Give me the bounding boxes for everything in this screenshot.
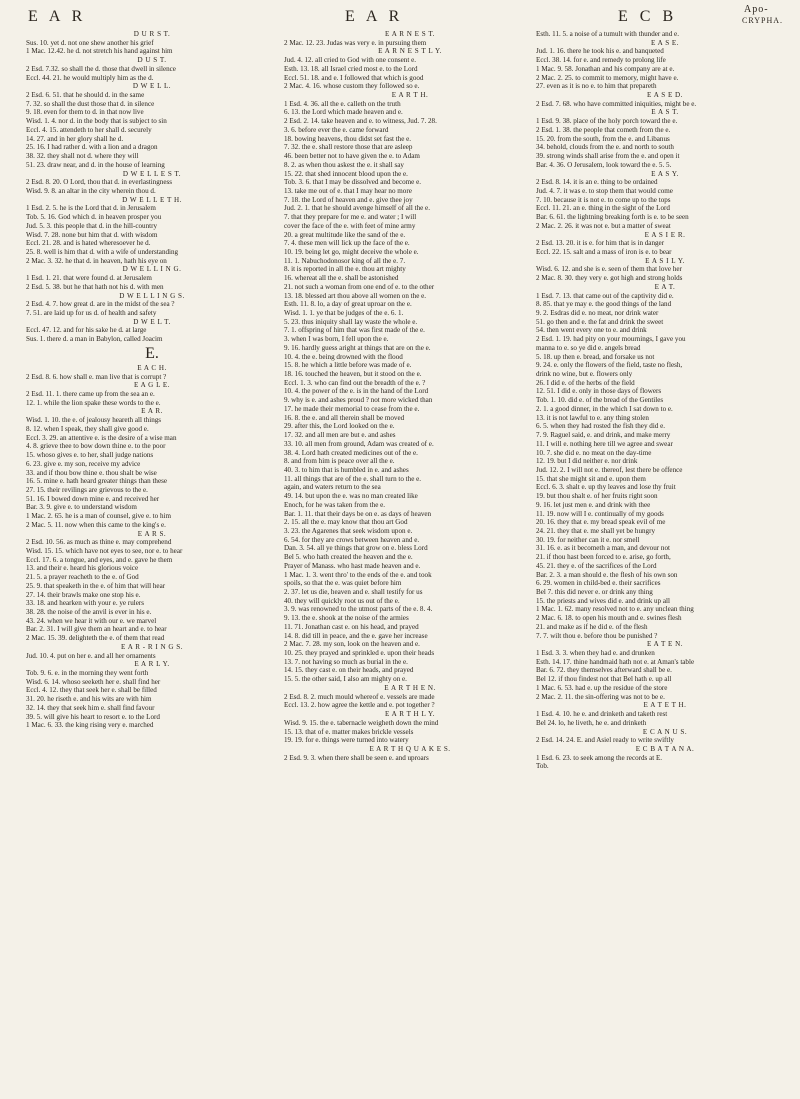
concordance-entry: 15. 13. that of e. matter makes brickle vessels xyxy=(284,727,414,736)
column-left xyxy=(26,30,278,1090)
concordance-entry: 38. 32. they shall not d. where they will xyxy=(26,152,139,161)
concordance-entry: 9. 2. Esdras did e. no meat, nor drink water xyxy=(536,309,659,317)
concordance-entry: 6. 5. when they had rosted the fish they did e. xyxy=(536,422,666,431)
concordance-entry: 2. 37. let us die, heaven and e. shall testify for us xyxy=(284,588,423,596)
concordance-entry: 2 Esd. 5. 38. but he that hath not his d. with men xyxy=(26,282,164,291)
concordance-entry: 38. 28. the noise of the anvil is ever in his e. xyxy=(26,608,152,616)
concordance-entry: Esth. 13. 18. all Israel cried most e. to the Lord xyxy=(284,64,418,73)
concordance-entry: 1 Esd. 2. 5. he is the Lord that d. in Jerusalem xyxy=(26,204,156,213)
concordance-entry: 21. not such a woman from one end of e. to the other xyxy=(284,282,435,291)
concordance-entry: Bel 12. if thou findest not that Bel hath e. up all xyxy=(536,675,672,684)
concordance-entry: 34. behold, clouds from the e. and north to south xyxy=(536,143,674,152)
concordance-entry: 14. 8. did till in peace, and the e. gave her increase xyxy=(284,631,428,640)
entry-heading: D U R S T. xyxy=(133,30,171,38)
concordance-entry: 2 Esd. 8. 2. much mould whereof e. vessels are made xyxy=(284,692,435,701)
concordance-entry: 13. it is not lawful to e. any thing stolen xyxy=(536,413,649,422)
concordance-entry: 2 Esd. 1. 19. had pity on your mournings, I gave you xyxy=(536,335,686,344)
concordance-entry: 2 Mac. 2. 11. the sin-offering was not to be e. xyxy=(536,692,665,701)
concordance-entry: 12. 1. while the lion spake these words to the e. xyxy=(26,398,161,407)
concordance-entry: 25. 8. well is him that d. with a wife of understanding xyxy=(26,247,179,256)
concordance-entry: Bar. 2. 3. a man should e. the flesh of his own son xyxy=(536,570,678,579)
concordance-entry: 33. and if thou bow thine e. thou shalt be wise xyxy=(26,468,157,477)
concordance-entry: 19. but thou shalt e. of her fruits right soon xyxy=(536,492,658,501)
concordance-entry: 2 Mac. 6. 18. to open his mouth and e. swines flesh xyxy=(536,614,682,623)
running-head-left: E A R xyxy=(28,8,87,25)
concordance-entry: 1 Esd. 4. 10. he e. and drinketh and taketh rest xyxy=(536,710,668,719)
concordance-entry: 10. 4. the power of the e. is in the hand of the Lord xyxy=(284,387,429,396)
concordance-entry: 1 Mac. 2. 65. he is a man of counsel, give e. to him xyxy=(26,512,171,521)
entry-heading: E A R T H. xyxy=(391,91,429,100)
concordance-entry: 43. 24. when we hear it with our e. we marvel xyxy=(26,616,157,625)
concordance-entry: Esth. 11. 5. a noise of a tumult with thunder and e. xyxy=(536,30,679,38)
running-head-right: E C B xyxy=(618,8,678,25)
concordance-entry: 51. 23. draw near, and d. in the house of learning xyxy=(26,160,165,169)
concordance-entry: 40. 3. to him that is humbled in e. and ashes xyxy=(284,465,409,474)
concordance-entry: Enoch, for he was taken from the e. xyxy=(284,500,386,509)
concordance-entry: Eccl. 21. 28. and is hated wheresoever he d. xyxy=(26,239,151,248)
entry-heading: E A S E D. xyxy=(647,91,683,100)
concordance-entry: 17. he made their memorial to cease from the e. xyxy=(284,404,420,413)
concordance-entry: 49. 14. but upon the e. was no man created like xyxy=(284,492,418,501)
concordance-entry: 1 Mac. 9. 58. Jonathan and his company are at e. xyxy=(536,64,675,73)
concordance-entry: Bel 5. who hath created the heaven and the e. xyxy=(284,553,413,562)
concordance-entry: Dan. 3. 54. all ye things that grow on e. bless Lord xyxy=(284,544,428,553)
concordance-entry: Eccl. 4. 15. attendeth to her shall d. securely xyxy=(26,125,152,134)
concordance-entry: again, and waters return to the sea xyxy=(284,483,381,492)
concordance-entry: 31. 16. e. as it becometh a man, and devour not xyxy=(536,544,670,553)
concordance-entry: 2 Mac. 12. 23. Judas was very e. in pursuing them xyxy=(284,38,427,47)
entry-heading: E C B A T A N A. xyxy=(635,744,695,753)
concordance-entry: 5. 23. thus iniquity shall lay waste the whole e. xyxy=(284,317,418,326)
concordance-entry: 2 Mac. 5. 11. now when this came to the king's e. xyxy=(26,520,166,529)
concordance-entry: Wisd. 1. 10. the e. of jealousy heareth all things xyxy=(26,416,162,425)
concordance-entry: Tob. 1. 10. did e. of the bread of the Gentiles xyxy=(536,396,664,405)
concordance-entry: Tob. 9. 6. e. in the morning they went forth xyxy=(26,669,149,678)
concordance-entry: Eccl. 17. 6. a tongue, and eyes, and e. gave he them xyxy=(26,555,173,564)
concordance-entry: 51. go then and e. the fat and drink the sweet xyxy=(536,317,664,326)
concordance-entry: Bar. 1. 11. that their days be on e. as days of heaven xyxy=(284,509,432,518)
concordance-entry: 7. 1. offspring of him that was first made of the e. xyxy=(284,326,425,335)
concordance-entry: 27. 14. their brawls make one stop his e. xyxy=(26,590,141,599)
concordance-entry: Wisd. 9. 15. the e. tabernacle weigheth down the mind xyxy=(284,718,439,727)
concordance-entry: spoils, so that the e. was quiet before him xyxy=(284,579,402,588)
concordance-entry: 10. 25. they prayed and sprinkled e. upon their heads xyxy=(284,649,435,658)
entry-heading: E A R N E S T L Y. xyxy=(378,47,442,56)
concordance-entry: 11. 1. Nabuchodonosor king of all the e. 7. xyxy=(284,256,406,265)
entry-heading: D W E L T. xyxy=(133,317,171,326)
concordance-entry: 7. that they prepare for me e. and water ; I will xyxy=(284,213,417,222)
concordance-entry: 29. after this, the Lord looked on the e. xyxy=(284,422,395,431)
concordance-entry: 8. 85. that ye may e. the good things of the land xyxy=(536,300,672,309)
concordance-entry: Esth. 11. 8. lo, a day of great uproar on the e. xyxy=(284,300,412,309)
concordance-entry: 2 Esd. 11. 1. there came up from the sea an e. xyxy=(26,390,155,399)
concordance-entry: 2 Mac. 15. 39. delighteth the e. of them that read xyxy=(26,634,165,643)
concordance-entry: 7. 51. are laid up for us d. of health and safety xyxy=(26,309,157,317)
entry-heading: E. xyxy=(145,344,159,362)
concordance-entry: 2 Mac. 3. 32. he that d. in heaven, hath his eye on xyxy=(26,256,167,265)
concordance-entry: 11. all things that are of the e. shall turn to the e. xyxy=(284,474,422,483)
concordance-entry: 20. a great multitude like the sand of the e. xyxy=(284,230,406,239)
concordance-entry: Tob. xyxy=(536,762,549,771)
concordance-entry: Jud. 5. 3. this people that d. in the hill-country xyxy=(26,221,158,230)
concordance-entry: 2 Mac. 8. 30. they very e. got high and strong holds xyxy=(536,274,683,283)
concordance-entry: 51. 16. I bowed down mine e. and received her xyxy=(26,494,160,503)
concordance-entry: Eccl. 44. 21. he would multiply him as the d. xyxy=(26,73,154,82)
concordance-entry: 3. when I was born, I fell upon the e. xyxy=(284,335,389,344)
concordance-entry: 19. 19. for e. things were turned into watery xyxy=(284,736,409,745)
concordance-entry: 13. 18. blessed art thou above all women on the e. xyxy=(284,291,427,300)
concordance-entry: 16. whereat all the e. shall be astonished xyxy=(284,274,399,283)
concordance-entry: Jud. 2. 1. that he should avenge himself of all the e. xyxy=(284,204,430,213)
concordance-entry: 10. 19. being let go, might deceive the whole e. xyxy=(284,247,419,256)
concordance-entry: Sus. 10. yet d. not one shew another his grief xyxy=(26,38,154,47)
concordance-entry: Wisd. 1. 1. ye that be judges of the e. 6. 1. xyxy=(284,309,404,317)
concordance-entry: 14. 27. and in her glory shall he d. xyxy=(26,134,124,143)
concordance-entry: 18. 16. touched the heaven, but it stood on the e. xyxy=(284,370,422,379)
concordance-entry: 25. 9. that speaketh in the e. of him that will hear xyxy=(26,581,166,590)
concordance-entry: Wisd. 6. 14. whoso seeketh her e. shall find her xyxy=(26,677,161,686)
concordance-entry: 3. 9. was renowned to the utmost parts of the e. 8. 4. xyxy=(284,605,433,614)
concordance-entry: cover the face of the e. with feet of mine army xyxy=(284,221,416,230)
concordance-entry: 7. 18. the Lord of heaven and e. give thee joy xyxy=(284,195,413,204)
entry-heading: E C A N U S. xyxy=(642,727,688,736)
concordance-entry: Jud. 4. 7. it was e. to stop them that would come xyxy=(536,186,673,195)
concordance-entry: 8. 2. as when thou askest the e. it shall say xyxy=(284,160,404,169)
concordance-entry: Wisd. 15. 15. which have not eyes to see, nor e. to hear xyxy=(26,546,183,555)
concordance-entry: 2 Mac. 2. 25. to commit to memory, might have e. xyxy=(536,73,679,82)
concordance-entry: Prayer of Manass. who hast made heaven and e. xyxy=(284,561,421,570)
concordance-entry: 2 Mac. 2. 26. it was not e. but a matter of sweat xyxy=(536,221,671,230)
concordance-entry: 2 Mac. 4. 16. whose custom they followed so e. xyxy=(284,82,420,91)
concordance-entry: 45. 21. they e. of the sacrifices of the Lord xyxy=(536,561,657,570)
concordance-entry: 2 Esd. 7. 68. who have committed iniquities, might be e. xyxy=(536,99,697,108)
entry-heading: E A T E T H. xyxy=(643,701,687,710)
concordance-entry: 39. 5. will give his heart to resort e. to the Lord xyxy=(26,712,160,721)
entry-heading: E A R - R I N G S. xyxy=(120,642,183,651)
entry-heading: E A C H. xyxy=(137,363,167,372)
entry-heading: E A S I L Y. xyxy=(645,256,685,265)
entry-heading: E A R N E S T. xyxy=(385,30,435,38)
concordance-entry: 21. 5. a prayer reacheth to the e. of God xyxy=(26,573,139,582)
concordance-entry: 21. and make as if he did e. of the flesh xyxy=(536,622,648,631)
concordance-entry: 2 Esd. 10. 56. as much as thine e. may comprehend xyxy=(26,538,172,547)
concordance-entry: 13. 7. not having so much as burial in the e. xyxy=(284,657,408,666)
concordance-entry: Bar. 3. 9. give e. to understand wisdom xyxy=(26,503,137,512)
concordance-entry: 2 Esd. 2. 14. take heaven and e. to witness, Jud. 7. 28. xyxy=(284,117,437,126)
concordance-entry: 1 Esd. 4. 36. all the e. calleth on the truth xyxy=(284,99,401,108)
concordance-entry: Bel 7. this did never e. or drink any thing xyxy=(536,588,653,596)
entry-heading: E A S T. xyxy=(651,108,679,117)
concordance-entry: 3. 6. before ever the e. came forward xyxy=(284,125,389,134)
concordance-entry: 15. 20. from the south, from the e. and Libanus xyxy=(536,134,670,143)
concordance-entry: Sus. 1. there d. a man in Babylon, called Joacim xyxy=(26,335,163,344)
concordance-entry: Eccl. 22. 15. salt and a mass of iron is e. to bear xyxy=(536,247,672,256)
concordance-entry: 17. 32. and all men are but e. and ashes xyxy=(284,431,396,440)
concordance-entry: Eccl. 6. 3. shalt e. up thy leaves and lose thy fruit xyxy=(536,483,676,492)
concordance-entry: Eccl. 47. 12. and for his sake he d. at large xyxy=(26,326,147,335)
concordance-entry: 2 Esd. 14. 24. E. and Asiel ready to write swiftly xyxy=(536,736,674,745)
concordance-entry: Eccl. 38. 14. for e. and remedy to prolong life xyxy=(536,56,666,65)
concordance-entry: 9. 16. hardly guess aright at things that are on the e. xyxy=(284,343,431,352)
concordance-entry: 10. 4. the e. being drowned with the flood xyxy=(284,352,403,361)
concordance-entry: drink no wine, but e. flowers only xyxy=(536,370,633,379)
section-label-continued: CRYPHA. xyxy=(742,16,784,25)
concordance-entry: 2 Esd. 8. 6. how shall e. man live that is corrupt ? xyxy=(26,372,167,381)
concordance-entry: 1 Esd. 9. 38. place of the holy porch toward the e. xyxy=(536,117,678,126)
concordance-entry: 16. 5. mine e. hath heard greater things than these xyxy=(26,477,168,486)
concordance-entry: 1 Mac. 1. 3. went thro' to the ends of the e. and took xyxy=(284,570,432,579)
concordance-entry: 14. 15. they cast e. on their heads, and prayed xyxy=(284,666,414,675)
entry-heading: E A R. xyxy=(141,407,163,416)
concordance-entry: 16. 8. the e. and all therein shall be moved xyxy=(284,413,405,422)
entry-heading: E A S E. xyxy=(650,38,680,47)
concordance-entry: 6. 23. give e. my son, receive my advice xyxy=(26,459,141,468)
concordance-entry: 24. 21. they that e. me shall yet be hungry xyxy=(536,526,655,535)
entry-heading: E A G L E. xyxy=(133,381,171,390)
concordance-entry: Bar. 6. 72. they themselves afterward shall be e. xyxy=(536,666,672,675)
column-right xyxy=(536,30,794,1090)
concordance-entry: 4. 8. grieve thee to bow down thine e. to the poor xyxy=(26,442,166,451)
concordance-entry: 9. 13. the e. shook at the noise of the armies xyxy=(284,614,409,623)
concordance-entry: Wisd. 7. 28. none but him that d. with wisdom xyxy=(26,230,158,239)
concordance-entry: 1 Esd. 1. 21. that were found d. at Jerusalem xyxy=(26,274,152,283)
concordance-entry: 15. 8. he which a little before was made of e. xyxy=(284,361,412,370)
concordance-entry: Eccl. 51. 18. and e. I followed that which is good xyxy=(284,73,424,82)
concordance-entry: 2 Esd. 4. 7. how great d. are in the midst of the sea ? xyxy=(26,300,175,309)
concordance-entry: 33. 18. and hearken with your e. ye rulers xyxy=(26,599,144,608)
concordance-entry: 26. I did e. of the herbs of the field xyxy=(536,378,635,387)
column-middle xyxy=(284,30,536,1090)
concordance-entry: 1 Esd. 6. 23. to seek among the records at E. xyxy=(536,753,663,762)
concordance-entry: 12. 19. but I did neither e. nor drink xyxy=(536,457,638,466)
concordance-entry: 7. 32. so shall the dust those that d. in silence xyxy=(26,99,155,108)
concordance-entry: 2 Esd. 1. 38. the people that cometh from the e. xyxy=(536,125,671,134)
entry-heading: D W E L L I N G S. xyxy=(119,291,185,300)
concordance-entry: 1 Esd. 7. 13. that came out of the captivity did e. xyxy=(536,291,674,300)
concordance-entry: 8. it is reported in all the e. thou art mighty xyxy=(284,265,406,274)
concordance-entry: 2 Esd. 8. 20. O Lord, thou that d. in everlastingness xyxy=(26,178,172,187)
concordance-entry: 2 Esd. 8. 14. it is an e. thing to be ordained xyxy=(536,178,658,187)
concordance-entry: 1 Mac. 1. 62. many resolved not to e. any unclean thing xyxy=(536,605,694,614)
entry-heading: E A R L Y. xyxy=(134,660,170,669)
concordance-entry: 11. 71. Jonathan cast e. on his head, and prayed xyxy=(284,622,419,631)
concordance-entry: 1 Esd. 3. 3. when they had e. and drunken xyxy=(536,649,655,658)
concordance-entry: 25. 16. I had rather d. with a lion and a dragon xyxy=(26,143,158,152)
entry-heading: E A T. xyxy=(654,282,676,291)
concordance-entry: 13. and their e. heard his glorious voice xyxy=(26,564,139,573)
concordance-entry: 20. 16. they that e. my bread speak evil of me xyxy=(536,518,666,527)
concordance-entry: 9. 16. let just men e. and drink with thee xyxy=(536,500,651,509)
concordance-entry: 1 Mac. 12.42. he d. not stretch his hand against him xyxy=(26,47,173,56)
concordance-entry: Tob. 5. 16. God which d. in heaven prosper you xyxy=(26,213,162,222)
concordance-entry: Eccl. 13. 2. how agree the kettle and e. pot together ? xyxy=(284,701,435,710)
concordance-entry: Eccl. 3. 29. an attentive e. is the desire of a wise man xyxy=(26,433,177,442)
entry-heading: D W E L L E S T. xyxy=(122,169,182,178)
section-label: Apo- xyxy=(744,4,769,15)
concordance-entry: Jud. 10. 4. put on her e. and all her ornaments xyxy=(26,651,156,660)
concordance-entry: 6. 29. women in child-bed e. their sacrifices xyxy=(536,579,661,588)
concordance-entry: Eccl. 4. 12. they that seek her e. shall be filled xyxy=(26,686,157,695)
concordance-entry: 46. been better not to have given the e. to Adam xyxy=(284,152,420,161)
concordance-entry: 39. strong winds shall arise from the e. and open it xyxy=(536,152,680,161)
concordance-entry: Tob. 3. 6. that I may be dissolved and become e. xyxy=(284,178,422,187)
concordance-entry: Esth. 14. 17. thine handmaid hath not e. at Aman's table xyxy=(536,657,695,666)
entry-heading: E A R T H L Y. xyxy=(384,710,436,719)
concordance-entry: 6. 13. the Lord which made heaven and e. xyxy=(284,108,403,117)
concordance-entry: Wisd. 6. 12. and she is e. seen of them that love her xyxy=(536,265,682,274)
entry-heading: E A R S. xyxy=(137,529,167,538)
concordance-entry: Jud. 12. 2. I will not e. thereof, lest there be offence xyxy=(536,465,683,474)
concordance-entry: 7. 7. wilt thou e. before thou be punished ? xyxy=(536,631,658,640)
concordance-entry: 2 Esd. 7.32. so shall the d. those that dwell in silence xyxy=(26,64,176,73)
concordance-entry: 8. 12. when I speak, they shall give good e. xyxy=(26,424,149,433)
concordance-entry: 9. why is e. and ashes proud ? not more wicked than xyxy=(284,396,433,405)
concordance-entry: 54. then went every one to e. and drink xyxy=(536,326,647,335)
concordance-entry: 3. 23. the Agarenes that seek wisdom upon e. xyxy=(284,526,413,535)
concordance-entry: Eccl. 1. 3. who can find out the breadth of the e. ? xyxy=(284,378,426,387)
concordance-entry: 7. 9. Raguel said, e. and drink, and make merry xyxy=(536,431,671,440)
concordance-entry: 9. 18. even for them to d. in that now live xyxy=(26,108,144,117)
concordance-entry: Bar. 6. 61. the lightning breaking forth is e. to be seen xyxy=(536,213,689,222)
concordance-entry: Bel 24. lo, he liveth, he e. and drinketh xyxy=(536,718,647,727)
concordance-entry: 7. 10. because it is not e. to come up to the tops xyxy=(536,195,671,204)
concordance-entry: Wisd. 1. 4. nor d. in the body that is subject to sin xyxy=(26,117,167,126)
concordance-entry: 10. 7. she did e. no meat on the day-time xyxy=(536,448,652,457)
concordance-entry: 32. 14. they that seek him e. shall find favour xyxy=(26,703,155,712)
concordance-entry: 31. 20. he riseth e. and his wits are with him xyxy=(26,695,152,704)
concordance-entry: 8. and from him is peace over all the e. xyxy=(284,457,395,466)
concordance-entry: 33. 10. all men from ground, Adam was created of e. xyxy=(284,439,434,448)
concordance-entry: manna to e. so ye did e. angels bread xyxy=(536,343,641,352)
entry-heading: E A S Y. xyxy=(651,169,679,178)
concordance-entry: Eccl. 11. 21. an e. thing in the sight of the Lord xyxy=(536,204,670,213)
entry-heading: D W E L L I N G. xyxy=(122,265,182,274)
concordance-entry: 12. 51. I did e. only in those days of flowers xyxy=(536,387,662,396)
concordance-entry: 7. 4. these men will lick up the face of the e. xyxy=(284,239,410,248)
concordance-entry: 11. I will e. nothing here till we agree and swear xyxy=(536,439,673,448)
concordance-entry: 2 Esd. 13. 20. it is e. for him that is in danger xyxy=(536,239,665,248)
concordance-entry: 9. 24. e. only the flowers of the field, taste no flesh, xyxy=(536,361,683,370)
concordance-entry: 38. 4. Lord hath created medicines out of the e. xyxy=(284,448,418,457)
entry-heading: D W E L L. xyxy=(132,82,172,91)
concordance-entry: 2 Mac. 7. 28. my son, look on the heaven and e. xyxy=(284,640,420,649)
concordance-entry: 40. they will quickly root us out of the e. xyxy=(284,596,400,605)
concordance-entry: Jud. 4. 12. all cried to God with one consent e. xyxy=(284,56,416,65)
concordance-entry: 13. take me out of e. that I may hear no more xyxy=(284,186,412,195)
entry-heading: D W E L L E T H. xyxy=(122,195,182,204)
concordance-entry: 1 Mac. 6. 53. had e. up the residue of the store xyxy=(536,683,668,692)
entry-heading: E A R T H E N. xyxy=(384,683,436,692)
concordance-entry: Wisd. 9. 8. an altar in the city wherein thou d. xyxy=(26,186,156,195)
concordance-entry: Bar. 2. 31. I will give them an heart and e. to hear xyxy=(26,625,167,634)
concordance-entry: 15. 22. that shed innocent blood upon the e. xyxy=(284,169,408,178)
concordance-entry: 6. 54. for they are crows between heaven and e. xyxy=(284,535,420,544)
concordance-entry: 15. whoso gives e. to her, shall judge nations xyxy=(26,451,154,460)
concordance-entry: Bar. 4. 36. O Jerusalem, look toward the e. 5. 5. xyxy=(536,160,672,169)
concordance-entry: 5. 18. up then e. bread, and forsake us not xyxy=(536,352,655,361)
running-head-center: E A R xyxy=(345,8,404,25)
concordance-entry: 2 Esd. 6. 51. that he should d. in the same xyxy=(26,91,145,100)
concordance-entry: 1 Mac. 6. 33. the king rising very e. marched xyxy=(26,721,154,730)
concordance-entry: Jud. 1. 16. there he took his e. and banqueted xyxy=(536,47,664,56)
concordance-entry: 2. 15. all the e. may know that thou art God xyxy=(284,518,408,527)
page-header xyxy=(0,0,800,28)
concordance-entry: 7. 32. the e. shall restore those that are asleep xyxy=(284,143,413,152)
concordance-entry: 27. 15. their revilings are grievous to the e. xyxy=(26,485,148,494)
concordance-entry: 30. 19. for neither can it e. nor smell xyxy=(536,535,640,544)
concordance-entry: 2. 1. a good dinner, in the which I sat down to e. xyxy=(536,404,673,413)
concordance-entry: 18. bowing heavens, thou didst set fast the e. xyxy=(284,134,412,143)
concordance-entry: 2 Esd. 9. 3. when there shall be seen e. and uproars xyxy=(284,753,429,762)
concordance-entry: 27. even as it is no e. to him that prepareth xyxy=(536,82,657,91)
entry-heading: D U S T. xyxy=(137,56,167,65)
concordance-entry: 15. that she might sit and e. upon them xyxy=(536,474,646,483)
concordance-entry: 21. if thou hast been forced to e. arise, go forth, xyxy=(536,553,671,562)
entry-heading: E A R T H Q U A K E S. xyxy=(369,744,451,753)
concordance-entry: 11. 19. now will I e. continually of my goods xyxy=(536,509,664,518)
concordance-entry: 15. the priests and wives did e. and drink up all xyxy=(536,596,670,605)
entry-heading: E A S I E R. xyxy=(644,230,686,239)
entry-heading: E A T E N. xyxy=(646,640,684,649)
concordance-entry: 15. 5. the other said, I also am mighty on e. xyxy=(284,675,407,684)
